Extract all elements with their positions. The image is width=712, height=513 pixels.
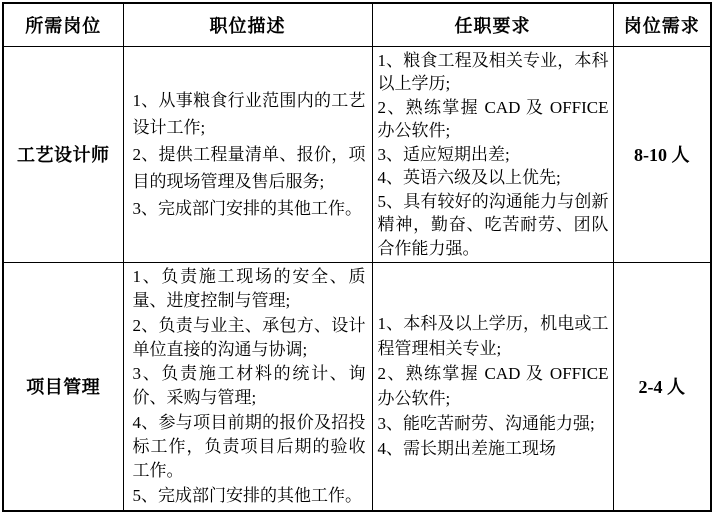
requirement-item: 3、适应短期出差; xyxy=(377,144,510,164)
description-item: 1、从事粮食行业范围内的工艺设计工作; xyxy=(132,90,366,137)
requirement-item: 3、能吃苦耐劳、沟通能力强; xyxy=(377,414,595,434)
table-row xyxy=(3,263,711,511)
header-row xyxy=(3,3,711,46)
column-header-headcount: 岗位需求 xyxy=(613,3,711,46)
requirement-item: 1、本科及以上学历，机电或工程管理相关专业; xyxy=(377,314,609,359)
requirement-item: 4、英语六级及以上优先; xyxy=(377,168,561,187)
description-item: 1、负责施工现场的安全、质量、进度控制与管理; xyxy=(132,267,366,311)
column-header-description: 职位描述 xyxy=(123,3,372,46)
position-cell: 工艺设计师 xyxy=(3,46,123,263)
requirement-item: 2、熟练掌握 CAD 及 OFFICE 办公软件; xyxy=(377,364,609,409)
recruitment-table xyxy=(2,2,712,512)
description-item: 3、完成部门安排的其他工作。 xyxy=(132,198,362,218)
description-cell xyxy=(123,263,372,511)
requirements-cell xyxy=(372,46,613,263)
requirement-item: 4、需长期出差施工现场 xyxy=(377,439,556,459)
headcount-cell: 8-10 人 xyxy=(613,46,711,263)
table-row xyxy=(3,46,711,263)
description-item: 4、参与项目前期的报价及招投标工作，负责项目后期的验收工作。 xyxy=(132,412,366,481)
position-cell: 项目管理 xyxy=(3,263,123,511)
requirement-item: 5、具有较好的沟通能力与创新精神，勤奋、吃苦耐劳、团队合作能力强。 xyxy=(377,191,609,258)
description-item: 5、完成部门安排的其他工作。 xyxy=(132,485,362,505)
description-cell xyxy=(123,46,372,263)
description-item: 2、负责与业主、承包方、设计单位直接的沟通与协调; xyxy=(132,315,366,359)
column-header-position: 所需岗位 xyxy=(3,3,123,46)
requirement-item: 1、粮食工程及相关专业，本科以上学历; xyxy=(377,50,609,93)
column-header-requirements: 任职要求 xyxy=(372,3,613,46)
description-item: 3、负责施工材料的统计、询价、采购与管理; xyxy=(132,364,366,408)
headcount-cell: 2-4 人 xyxy=(613,263,711,511)
requirements-cell xyxy=(372,263,613,511)
description-item: 2、提供工程量清单、报价，项目的现场管理及售后服务; xyxy=(132,144,366,191)
requirement-item: 2、熟练掌握 CAD 及 OFFICE 办公软件; xyxy=(377,97,609,140)
